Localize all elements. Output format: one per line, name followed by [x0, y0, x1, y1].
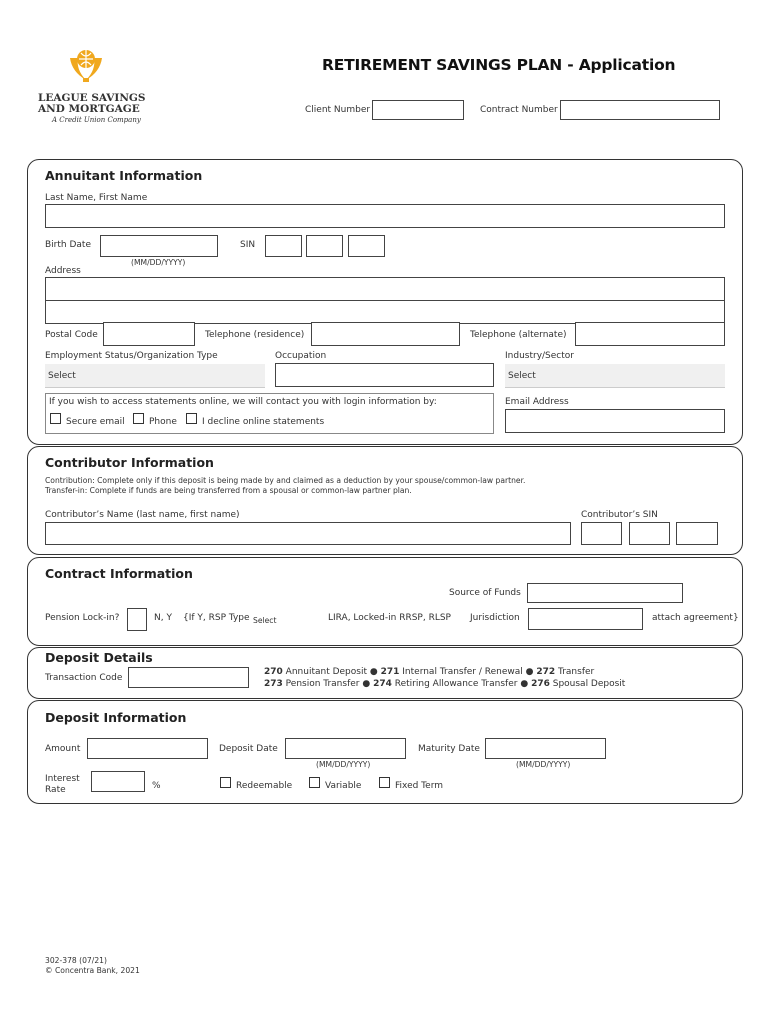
- percent-sign: %: [152, 781, 161, 791]
- page-title: RETIREMENT SAVINGS PLAN - Application: [322, 56, 676, 74]
- contributor-note-1: Contribution: Complete only if this deposit is being made by and claimed as a deduction by your spouse/common-law partner.: [45, 476, 526, 485]
- contributor-name-label: Contributor’s Name (last name, first name): [45, 510, 240, 520]
- redeemable-label: Redeemable: [236, 781, 293, 791]
- logo-tagline: A Credit Union Company: [52, 116, 141, 124]
- code-270-desc: Annuitant Deposit: [285, 667, 367, 677]
- code-270: 270: [264, 667, 283, 677]
- code-271: 271: [380, 667, 400, 677]
- tel-residence-input[interactable]: [311, 322, 460, 346]
- code-276-desc: Spousal Deposit: [552, 679, 626, 689]
- code-272-desc: Transfer: [558, 667, 595, 677]
- contract-heading: Contract Information: [45, 566, 193, 581]
- variable-label: Variable: [325, 781, 362, 791]
- bullet-4: ●: [520, 679, 529, 689]
- postal-code-input[interactable]: [103, 322, 195, 346]
- interest-label-2: Rate: [45, 785, 66, 795]
- attach-agreement-text: attach agreement}: [652, 613, 739, 623]
- tel-alternate-label: Telephone (alternate): [470, 330, 567, 340]
- employment-select-value: Select: [48, 371, 76, 381]
- jurisdiction-input[interactable]: [528, 608, 643, 630]
- industry-select-value: Select: [508, 371, 536, 381]
- code-273-desc: Pension Transfer: [285, 679, 360, 689]
- deposit-details-heading: Deposit Details: [45, 650, 153, 665]
- interest-rate-input[interactable]: [91, 771, 145, 792]
- annuitant-heading: Annuitant Information: [45, 168, 203, 183]
- deposit-date-hint: (MM/DD/YYYY): [316, 760, 371, 769]
- contributor-sin-input-3[interactable]: [676, 522, 718, 545]
- address-label: Address: [45, 266, 81, 276]
- jurisdiction-label: Jurisdiction: [470, 613, 520, 623]
- sin-input-3[interactable]: [348, 235, 385, 257]
- address-line-1-input[interactable]: [45, 277, 725, 301]
- form-code: 302-378 (07/21): [45, 956, 107, 965]
- email-label: Email Address: [505, 397, 569, 407]
- fixed-term-checkbox[interactable]: [379, 777, 390, 788]
- client-number-label: Client Number: [305, 105, 371, 115]
- amount-label: Amount: [45, 744, 81, 754]
- phone-label: Phone: [149, 417, 177, 427]
- transaction-code-input[interactable]: [128, 667, 249, 688]
- phone-checkbox[interactable]: [133, 413, 144, 424]
- transaction-code-label: Transaction Code: [45, 673, 123, 683]
- maturity-date-input[interactable]: [485, 738, 606, 759]
- logo-line-1: LEAGUE SAVINGS: [38, 92, 146, 104]
- fixed-term-label: Fixed Term: [395, 781, 443, 791]
- bullet-2: ●: [525, 667, 534, 677]
- lira-text: LIRA, Locked-in RRSP, RLSP: [328, 613, 451, 623]
- interest-label-1: Interest: [45, 774, 80, 784]
- employment-label: Employment Status/Organization Type: [45, 351, 218, 361]
- industry-select[interactable]: [505, 364, 725, 388]
- secure-email-label: Secure email: [66, 417, 125, 427]
- annuitant-name-input[interactable]: [45, 204, 725, 228]
- code-274: 274: [373, 679, 392, 689]
- contributor-heading: Contributor Information: [45, 455, 214, 470]
- redeemable-checkbox[interactable]: [220, 777, 231, 788]
- online-statements-text: If you wish to access statements online, we will contact you with login information by:: [49, 397, 437, 407]
- birth-date-hint: (MM/DD/YYYY): [131, 258, 186, 267]
- occupation-input[interactable]: [275, 363, 494, 387]
- source-of-funds-label: Source of Funds: [449, 588, 521, 598]
- secure-email-checkbox[interactable]: [50, 413, 61, 424]
- transaction-codes-line-1: [264, 667, 594, 677]
- rsp-type-select[interactable]: [250, 610, 320, 630]
- pension-lockin-label: Pension Lock-in?: [45, 613, 120, 623]
- logo-line-2: AND MORTGAGE: [38, 103, 140, 115]
- deposit-info-heading: Deposit Information: [45, 710, 187, 725]
- client-number-input[interactable]: [372, 100, 464, 120]
- maturity-date-label: Maturity Date: [418, 744, 480, 754]
- code-271-desc: Internal Transfer / Renewal: [402, 667, 523, 677]
- source-of-funds-input[interactable]: [527, 583, 683, 603]
- transaction-codes-line-2: [264, 679, 625, 689]
- contributor-sin-input-2[interactable]: [629, 522, 670, 545]
- logo-hands-globe-icon: [66, 44, 106, 84]
- contributor-sin-label: Contributor’s SIN: [581, 510, 658, 520]
- contributor-note-2: Transfer-in: Complete if funds are being transferred from a spousal or common-law partner plan.: [45, 486, 412, 495]
- contributor-name-input[interactable]: [45, 522, 571, 545]
- birth-date-label: Birth Date: [45, 240, 91, 250]
- pension-lockin-hint: N, Y: [154, 613, 172, 623]
- postal-code-label: Postal Code: [45, 330, 98, 340]
- birth-date-input[interactable]: [100, 235, 218, 257]
- code-273: 273: [264, 679, 283, 689]
- variable-checkbox[interactable]: [309, 777, 320, 788]
- tel-alternate-input[interactable]: [575, 322, 725, 346]
- contract-number-input[interactable]: [560, 100, 720, 120]
- deposit-date-label: Deposit Date: [219, 744, 278, 754]
- sin-label: SIN: [240, 240, 256, 250]
- contract-number-label: Contract Number: [480, 105, 558, 115]
- name-label: Last Name, First Name: [45, 193, 148, 203]
- rsp-type-label: {If Y, RSP Type: [183, 613, 250, 623]
- amount-input[interactable]: [87, 738, 208, 759]
- bullet-3: ●: [362, 679, 371, 689]
- decline-label: I decline online statements: [202, 417, 325, 427]
- sin-input-2[interactable]: [306, 235, 343, 257]
- pension-lockin-input[interactable]: [127, 608, 147, 631]
- decline-checkbox[interactable]: [186, 413, 197, 424]
- industry-label: Industry/Sector: [505, 351, 574, 361]
- maturity-date-hint: (MM/DD/YYYY): [516, 760, 571, 769]
- rsp-type-select-value: Select: [253, 616, 277, 625]
- tel-residence-label: Telephone (residence): [205, 330, 305, 340]
- copyright: © Concentra Bank, 2021: [45, 966, 140, 975]
- code-272: 272: [536, 667, 556, 677]
- deposit-date-input[interactable]: [285, 738, 406, 759]
- email-input[interactable]: [505, 409, 725, 433]
- bullet-1: ●: [369, 667, 378, 677]
- sin-input-1[interactable]: [265, 235, 302, 257]
- contributor-sin-input-1[interactable]: [581, 522, 622, 545]
- address-line-2-input[interactable]: [45, 300, 725, 324]
- employment-select[interactable]: [45, 364, 265, 388]
- code-274-desc: Retiring Allowance Transfer: [394, 679, 518, 689]
- occupation-label: Occupation: [275, 351, 327, 361]
- logo: [36, 44, 146, 129]
- code-276: 276: [531, 679, 550, 689]
